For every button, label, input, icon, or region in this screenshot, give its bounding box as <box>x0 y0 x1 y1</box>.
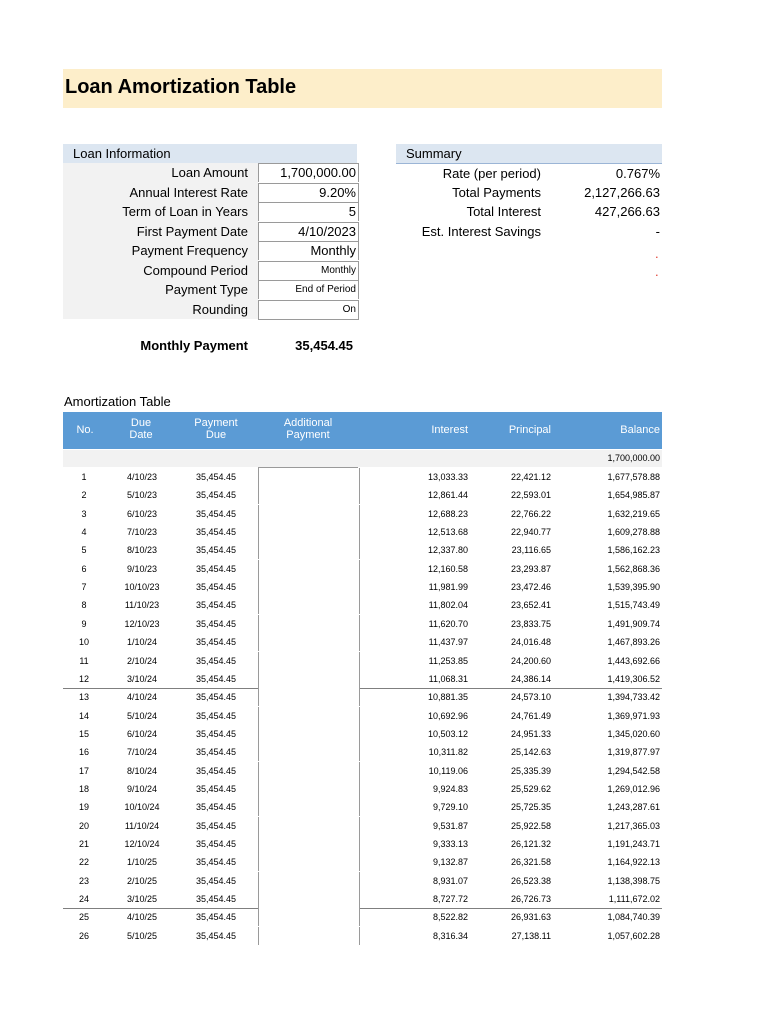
principal: 22,593.01 <box>510 490 551 501</box>
page-title: Loan Amortization Table <box>65 76 297 98</box>
header-payment-due <box>181 417 251 441</box>
table-row <box>63 872 662 890</box>
interest: 9,729.10 <box>432 802 468 813</box>
summary-label: Rate (per period) <box>442 166 541 181</box>
interest: 11,068.31 <box>428 673 468 684</box>
payment-number: 11 <box>79 655 89 666</box>
title-band <box>63 69 662 108</box>
balance: 1,443,692.66 <box>607 655 660 666</box>
summary-label: Est. Interest Savings <box>421 223 541 239</box>
payment-due: 35,454.45 <box>195 930 237 941</box>
balance: 1,191,243.71 <box>607 839 660 849</box>
interest: 8,522.82 <box>432 912 468 923</box>
additional-payment-input[interactable] <box>258 468 360 486</box>
table-row <box>63 670 662 689</box>
principal: 26,726.73 <box>510 894 551 905</box>
payment-number: 16 <box>78 747 89 758</box>
due-date: 1/10/25 <box>126 857 158 868</box>
due-date: 2/10/24 <box>126 655 158 666</box>
table-row <box>63 615 662 633</box>
payment-number: 24 <box>78 894 89 905</box>
monthly-payment-value: 35,454.45 <box>295 338 353 353</box>
header-principal: Principal <box>508 424 551 436</box>
loan-info-row <box>63 241 357 260</box>
balance: 1,539,395.90 <box>607 582 660 593</box>
table-row <box>63 541 662 559</box>
payment-due: 35,454.45 <box>195 894 237 905</box>
interest: 9,531.87 <box>432 820 468 831</box>
payment-due: 35,454.45 <box>195 545 237 556</box>
table-row <box>63 798 662 816</box>
additional-payment-input[interactable] <box>258 743 360 761</box>
interest: 10,881.35 <box>427 692 468 703</box>
loan-info-input[interactable]: 9.20% <box>258 183 359 202</box>
loan-info-header-label: Loan Information <box>73 146 171 161</box>
payment-number: 20 <box>78 820 89 831</box>
table-row <box>63 817 662 835</box>
loan-info-row <box>63 202 357 221</box>
interest: 8,316.34 <box>432 930 468 941</box>
balance: 1,609,278.88 <box>607 527 660 538</box>
amortization-title: Amortization Table <box>64 394 171 409</box>
interest: 10,119.06 <box>428 765 468 776</box>
principal: 26,523.38 <box>510 875 551 886</box>
due-date: 3/10/24 <box>126 673 158 684</box>
additional-payment-input[interactable] <box>258 615 360 633</box>
table-row <box>63 908 662 926</box>
payment-due: 35,454.45 <box>195 527 237 538</box>
loan-info-input[interactable]: 5 <box>258 202 359 221</box>
balance: 1,562,868.36 <box>607 563 660 574</box>
payment-due: 35,454.45 <box>195 582 237 593</box>
payment-number: 9 <box>81 618 87 629</box>
summary-value: 427,266.63 <box>594 204 660 219</box>
table-row <box>63 707 662 725</box>
due-date: 7/10/24 <box>126 747 158 758</box>
interest: 8,727.72 <box>432 894 468 905</box>
summary-label: Total Payments <box>452 184 541 200</box>
table-row <box>63 560 662 578</box>
balance: 1,269,012.96 <box>607 783 660 794</box>
principal: 24,951.33 <box>510 728 551 739</box>
payment-number: 8 <box>81 600 87 611</box>
payment-due: 35,454.45 <box>195 490 237 501</box>
header-payment-due-line2: Due <box>205 429 227 441</box>
due-date: 5/10/25 <box>126 930 158 941</box>
additional-payment-input[interactable] <box>258 927 360 945</box>
payment-due: 35,454.45 <box>195 637 237 648</box>
principal: 25,922.58 <box>510 820 551 831</box>
payment-number: 17 <box>78 765 89 776</box>
payment-number: 12 <box>78 673 89 684</box>
loan-info-input[interactable]: On <box>258 300 359 320</box>
balance: 1,138,398.75 <box>607 875 660 886</box>
principal: 26,931.63 <box>510 912 551 923</box>
payment-due: 35,454.45 <box>195 563 237 574</box>
due-date: 4/10/23 <box>126 472 158 482</box>
interest: 12,513.68 <box>427 527 468 538</box>
error-mark: . <box>655 264 659 279</box>
interest: 9,132.87 <box>432 857 468 868</box>
due-date: 10/10/23 <box>124 582 160 593</box>
payment-number: 2 <box>81 490 87 501</box>
loan-info-label: Compound Period <box>143 262 248 278</box>
due-date: 9/10/23 <box>126 563 158 574</box>
payment-due: 35,454.45 <box>195 655 237 666</box>
header-due-date-line2: Date <box>129 429 153 441</box>
loan-info-row <box>63 163 357 182</box>
payment-due: 35,454.45 <box>195 508 237 519</box>
payment-number: 21 <box>78 839 89 849</box>
interest: 9,924.83 <box>432 783 468 794</box>
balance: 1,394,733.42 <box>607 692 660 703</box>
principal: 24,761.49 <box>510 710 551 721</box>
balance: 1,677,578.88 <box>607 472 660 482</box>
loan-info-input[interactable]: End of Period <box>258 280 359 299</box>
loan-info-row <box>63 222 357 241</box>
principal: 23,116.65 <box>511 545 551 556</box>
payment-number: 22 <box>78 857 89 868</box>
table-row <box>63 853 662 871</box>
table-row <box>63 762 662 780</box>
payment-number: 26 <box>78 930 89 941</box>
principal: 25,142.63 <box>510 747 551 758</box>
payment-due: 35,454.45 <box>195 802 237 813</box>
additional-payment-input[interactable] <box>258 817 360 835</box>
payment-due: 35,454.45 <box>195 765 237 776</box>
balance: 1,491,909.74 <box>607 618 660 629</box>
additional-payment-input[interactable] <box>258 560 360 578</box>
principal: 23,293.87 <box>510 563 551 574</box>
loan-info-input[interactable]: 4/10/2023 <box>258 222 359 241</box>
table-row <box>63 780 662 798</box>
loan-info-label: Annual Interest Rate <box>129 184 248 200</box>
summary-row <box>396 183 662 202</box>
due-date: 11/10/24 <box>124 820 160 831</box>
payment-number: 13 <box>78 692 89 703</box>
balance: 1,369,971.93 <box>607 710 660 721</box>
loan-info-row <box>63 280 357 299</box>
due-date: 6/10/23 <box>126 508 158 519</box>
interest: 13,033.33 <box>427 472 468 482</box>
payment-number: 14 <box>78 710 89 721</box>
interest: 12,861.44 <box>427 490 468 501</box>
due-date: 6/10/24 <box>126 728 158 739</box>
additional-payment-input[interactable] <box>258 578 360 596</box>
due-date: 4/10/24 <box>126 692 158 703</box>
summary-value: 0.767% <box>615 166 660 181</box>
balance: 1,243,287.61 <box>607 802 660 813</box>
table-row <box>63 486 662 504</box>
balance: 1,419,306.52 <box>607 673 660 684</box>
table-row <box>63 890 662 909</box>
due-date: 4/10/25 <box>126 912 158 923</box>
table-row <box>63 523 662 541</box>
table-row <box>63 468 662 486</box>
interest: 12,337.80 <box>427 545 468 556</box>
principal: 25,335.39 <box>510 765 551 776</box>
interest: 10,503.12 <box>427 728 468 739</box>
due-date: 12/10/23 <box>124 618 160 629</box>
table-row <box>63 835 662 853</box>
table-row <box>63 652 662 670</box>
interest: 9,333.13 <box>432 839 468 849</box>
interest: 11,437.97 <box>428 637 468 648</box>
payment-due: 35,454.45 <box>195 857 237 868</box>
payment-number: 10 <box>78 637 89 648</box>
principal: 25,529.62 <box>510 783 551 794</box>
payment-due: 35,454.45 <box>195 673 237 684</box>
summary-label: Total Interest <box>466 204 541 219</box>
payment-number: 6 <box>81 563 87 574</box>
loan-info-input[interactable]: Monthly <box>258 241 359 260</box>
principal: 26,121.32 <box>510 839 551 849</box>
balance: 1,084,740.39 <box>607 912 660 923</box>
header-balance: Balance <box>620 424 660 436</box>
balance: 1,345,020.60 <box>607 728 660 739</box>
table-row <box>63 633 662 651</box>
payment-due: 35,454.45 <box>195 618 237 629</box>
principal: 22,421.12 <box>510 472 551 482</box>
amortization-header <box>63 412 662 449</box>
summary-header-label: Summary <box>406 146 462 161</box>
loan-info-row <box>63 300 357 319</box>
due-date: 11/10/23 <box>124 600 160 611</box>
principal: 22,940.77 <box>510 527 551 538</box>
error-mark: . <box>655 246 659 261</box>
balance: 1,294,542.58 <box>607 765 660 776</box>
table-row <box>63 578 662 596</box>
payment-due: 35,454.45 <box>195 600 237 611</box>
monthly-payment-label: Monthly Payment <box>140 338 248 353</box>
interest: 11,620.70 <box>428 618 468 629</box>
table-row <box>63 927 662 945</box>
balance: 1,632,219.65 <box>607 508 660 519</box>
principal: 27,138.11 <box>511 930 551 941</box>
balance: 1,164,922.13 <box>607 857 660 868</box>
principal: 23,833.75 <box>510 618 551 629</box>
summary-row <box>396 222 662 241</box>
table-row <box>63 725 662 743</box>
loan-info-label: Rounding <box>192 301 248 317</box>
payment-number: 5 <box>81 545 87 556</box>
payment-number: 15 <box>78 728 89 739</box>
loan-info-input[interactable]: Monthly <box>258 261 359 280</box>
loan-info-label: Loan Amount <box>171 165 248 180</box>
header-due-date-line1: Due <box>130 417 152 429</box>
table-row <box>63 743 662 761</box>
additional-payment-input[interactable] <box>258 835 360 853</box>
additional-payment-input[interactable] <box>258 780 360 798</box>
header-additional-payment-line1: Additional <box>283 417 333 429</box>
principal: 24,200.60 <box>510 655 551 666</box>
summary-value: 2,127,266.63 <box>584 184 660 200</box>
additional-payment-input[interactable] <box>258 762 360 780</box>
loan-info-label: Term of Loan in Years <box>122 204 248 219</box>
balance: 1,467,893.26 <box>607 637 660 648</box>
principal: 24,386.14 <box>510 673 551 684</box>
additional-payment-input[interactable] <box>258 798 360 816</box>
summary-row <box>396 202 662 221</box>
payment-due: 35,454.45 <box>195 820 237 831</box>
interest: 12,160.58 <box>427 563 468 574</box>
due-date: 2/10/25 <box>126 875 158 886</box>
interest: 11,802.04 <box>428 600 468 611</box>
additional-payment-input[interactable] <box>258 872 360 890</box>
payment-due: 35,454.45 <box>195 472 237 482</box>
interest: 11,253.85 <box>428 655 468 666</box>
balance: 1,654,985.87 <box>607 490 660 501</box>
additional-payment-input[interactable] <box>258 596 360 614</box>
due-date: 3/10/25 <box>126 894 158 905</box>
balance: 1,217,365.03 <box>607 820 660 831</box>
table-row <box>63 505 662 523</box>
payment-due: 35,454.45 <box>195 912 237 923</box>
payment-due: 35,454.45 <box>195 692 237 703</box>
principal: 23,472.46 <box>510 582 551 593</box>
due-date: 5/10/24 <box>126 710 158 721</box>
loan-info-row <box>63 261 357 280</box>
loan-info-row <box>63 183 357 202</box>
balance: 1,111,672.02 <box>608 894 660 905</box>
summary-header <box>396 144 662 163</box>
initial-balance-row <box>63 450 662 467</box>
payment-due: 35,454.45 <box>195 710 237 721</box>
payment-number: 7 <box>81 582 87 593</box>
header-interest: Interest <box>431 424 468 436</box>
payment-number: 19 <box>78 802 89 813</box>
additional-payment-input[interactable] <box>258 633 360 651</box>
payment-due: 35,454.45 <box>195 875 237 886</box>
interest: 10,692.96 <box>427 710 468 721</box>
additional-payment-input[interactable] <box>258 908 360 926</box>
header-additional-payment-line2: Payment <box>286 429 330 441</box>
payment-due: 35,454.45 <box>195 747 237 758</box>
summary-value: - <box>655 223 660 239</box>
principal: 23,652.41 <box>510 600 551 611</box>
interest: 8,931.07 <box>432 875 468 886</box>
due-date: 10/10/24 <box>124 802 160 813</box>
additional-payment-input[interactable] <box>258 890 360 908</box>
interest: 10,311.82 <box>428 747 468 758</box>
additional-payment-input[interactable] <box>258 670 360 688</box>
principal: 22,766.22 <box>510 508 551 519</box>
due-date: 5/10/23 <box>126 490 158 501</box>
additional-payment-input[interactable] <box>258 725 360 743</box>
interest: 11,981.99 <box>428 582 468 593</box>
payment-number: 3 <box>81 508 87 519</box>
table-row <box>63 596 662 614</box>
table-row <box>63 688 662 706</box>
loan-info-label: First Payment Date <box>136 223 248 239</box>
payment-number: 18 <box>78 783 89 794</box>
payment-number: 25 <box>78 912 89 923</box>
additional-payment-input[interactable] <box>258 505 360 523</box>
loan-info-header <box>63 144 357 163</box>
principal: 24,016.48 <box>510 637 551 648</box>
loan-info-label: Payment Frequency <box>131 243 248 258</box>
due-date: 1/10/24 <box>126 637 158 648</box>
header-payment-due-line1: Payment <box>194 417 238 429</box>
additional-payment-input[interactable] <box>258 707 360 725</box>
due-date: 7/10/23 <box>126 527 158 538</box>
payment-due: 35,454.45 <box>195 783 237 794</box>
header-due-date <box>111 417 171 441</box>
principal: 24,573.10 <box>510 692 551 703</box>
header-additional-payment <box>258 417 358 441</box>
payment-due: 35,454.45 <box>195 839 237 849</box>
additional-payment-input[interactable] <box>258 688 360 706</box>
additional-payment-input[interactable] <box>258 486 360 504</box>
loan-info-input[interactable]: 1,700,000.00 <box>258 163 359 182</box>
payment-number: 4 <box>81 527 87 538</box>
initial-balance: 1,700,000.00 <box>607 453 660 463</box>
principal: 25,725.35 <box>510 802 551 813</box>
principal: 26,321.58 <box>510 857 551 868</box>
balance: 1,586,162.23 <box>607 545 660 556</box>
additional-payment-input[interactable] <box>258 523 360 541</box>
due-date: 12/10/24 <box>124 839 160 849</box>
header-no: No. <box>76 424 94 436</box>
balance: 1,319,877.97 <box>607 747 660 758</box>
additional-payment-input[interactable] <box>258 541 360 559</box>
payment-number: 1 <box>81 472 87 482</box>
payment-number: 23 <box>78 875 89 886</box>
due-date: 8/10/24 <box>126 765 158 776</box>
due-date: 8/10/23 <box>126 545 158 556</box>
payment-due: 35,454.45 <box>195 728 237 739</box>
due-date: 9/10/24 <box>126 783 158 794</box>
balance: 1,057,602.28 <box>607 930 660 941</box>
summary-row <box>396 163 662 183</box>
interest: 12,688.23 <box>427 508 468 519</box>
additional-payment-input[interactable] <box>258 853 360 871</box>
loan-info-label: Payment Type <box>165 282 248 297</box>
additional-payment-input[interactable] <box>258 652 360 670</box>
balance: 1,515,743.49 <box>607 600 660 611</box>
